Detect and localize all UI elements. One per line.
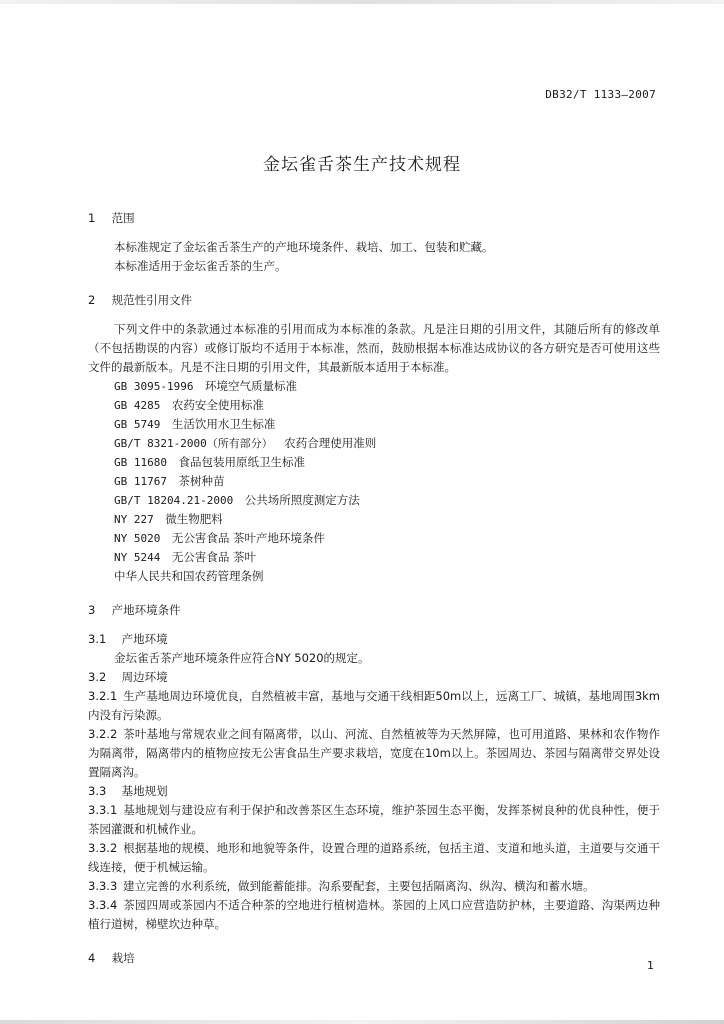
section-3-heading xyxy=(88,600,660,620)
clause-text: 根据基地的规模、地形和地貌等条件，设置合理的道路系统，包括主道、支道和地头道，主道要与交通干线连接，便于机械运输。 xyxy=(88,841,660,874)
reference-item xyxy=(88,377,660,396)
reference-code: GB 11680 xyxy=(114,456,167,469)
reference-name: 无公害食品 茶叶 xyxy=(171,550,257,564)
reference-name: 茶树种苗 xyxy=(178,474,225,488)
clause-text: 建立完善的水利系统，做到能蓄能排。沟系要配套，主要包括隔离沟、纵沟、横沟和蓄水塘。 xyxy=(123,879,595,893)
subsection-number: 3.2 xyxy=(88,670,107,684)
reference-list xyxy=(88,377,660,586)
reference-code: GB 4285 xyxy=(114,399,161,412)
clause-number: 3.2.1 xyxy=(88,689,118,703)
section-1-heading xyxy=(88,208,660,228)
page-number: 1 xyxy=(647,959,654,972)
clause-number: 3.3.4 xyxy=(88,898,118,912)
document-title: 金坛雀舌茶生产技术规程 xyxy=(263,155,461,175)
subsection-number: 3.1 xyxy=(88,632,107,646)
paragraph: 本标准适用于金坛雀舌茶的生产。 xyxy=(114,259,287,273)
clause-text: 茶叶基地与常规农业之间有隔离带，以山、河流、自然植被等为天然屏障，也可用道路、果林和农作物作为隔离带，隔离带内的植物应按无公害食品生产要求栽培，宽度在10m以上。茶园周边、茶园与隔离带交界处设置隔离沟。 xyxy=(88,727,660,779)
section-title: 范围 xyxy=(111,211,135,225)
reference-item xyxy=(88,472,660,491)
section-2-heading xyxy=(88,290,660,310)
reference-name: 微生物肥料 xyxy=(165,512,223,526)
clause-number: 3.3.2 xyxy=(88,841,118,855)
section-title: 规范性引用文件 xyxy=(111,293,193,307)
reference-code: NY 227 xyxy=(114,513,154,526)
reference-item xyxy=(88,434,660,453)
reference-code: GB/T 18204.21-2000 xyxy=(114,494,234,507)
reference-name: 无公害食品 茶叶产地环境条件 xyxy=(171,531,326,545)
reference-code: GB 5749 xyxy=(114,418,161,431)
reference-code: GB/T 8321-2000（所有部分） xyxy=(114,437,273,450)
scan-edge-top xyxy=(0,0,724,4)
reference-name: 公共场所照度测定方法 xyxy=(244,493,360,507)
reference-item xyxy=(88,491,660,510)
clause-number: 3.3.1 xyxy=(88,803,118,817)
scan-edge-bottom xyxy=(0,1020,724,1024)
reference-item xyxy=(88,396,660,415)
section-title: 栽培 xyxy=(111,951,135,965)
clause-number: 3.3.3 xyxy=(88,879,118,893)
clause-list xyxy=(88,687,660,782)
subsection-3-1-heading xyxy=(88,630,660,649)
clause-number: 3.2.2 xyxy=(88,727,118,741)
clause xyxy=(88,725,660,782)
reference-item xyxy=(88,510,660,529)
clause xyxy=(88,877,660,896)
clause xyxy=(88,801,660,839)
clause-list xyxy=(88,801,660,934)
reference-code: GB 11767 xyxy=(114,475,167,488)
reference-name: 环境空气质量标准 xyxy=(204,379,297,393)
paragraph: 本标准规定了金坛雀舌茶生产的产地环境条件、栽培、加工、包装和贮藏。 xyxy=(114,240,494,254)
reference-item xyxy=(88,567,660,586)
document-body xyxy=(88,208,660,968)
subsection-3-3-heading xyxy=(88,782,660,801)
paragraph: 金坛雀舌茶产地环境条件应符合NY 5020的规定。 xyxy=(114,651,370,665)
standard-code: DB32/T 1133—2007 xyxy=(545,88,656,101)
clause-text: 生产基地周边环境优良，自然植被丰富，基地与交通干线相距50m以上，远离工厂、城镇，基地周围3km内没有污染源。 xyxy=(88,689,660,722)
section-4-heading xyxy=(88,948,660,968)
clause xyxy=(88,896,660,934)
reference-name: 生活饮用水卫生标准 xyxy=(171,417,276,431)
subsection-number: 3.3 xyxy=(88,784,107,798)
paragraph: 下列文件中的条款通过本标准的引用而成为本标准的条款。凡是注日期的引用文件，其随后所有的修改单（不包括勘误的内容）或修订版均不适用于本标准，然而，鼓励根据本标准达成协议的各方研究是否可使用这些文件的最新版本。凡是不注日期的引用文件，其最新版本适用于本标准。 xyxy=(88,322,660,374)
reference-name: 中华人民共和国农药管理条例 xyxy=(114,569,264,583)
reference-item xyxy=(88,453,660,472)
subsection-3-2-heading xyxy=(88,668,660,687)
reference-item xyxy=(88,415,660,434)
reference-name: 农药安全使用标准 xyxy=(171,398,264,412)
reference-code: NY 5020 xyxy=(114,532,161,545)
section-number: 3 xyxy=(88,603,96,617)
clause-text: 基地规划与建设应有利于保护和改善茶区生态环境，维护茶园生态平衡，发挥茶树良种的优良种性，便于茶园灌溉和机械作业。 xyxy=(88,803,660,836)
reference-code: NY 5244 xyxy=(114,551,161,564)
subsection-title: 周边环境 xyxy=(121,670,168,684)
reference-item xyxy=(88,529,660,548)
subsection-title: 基地规划 xyxy=(121,784,168,798)
clause xyxy=(88,687,660,725)
reference-code: GB 3095-1996 xyxy=(114,380,194,393)
clause-text: 茶园四周或茶园内不适合种茶的空地进行植树造林。茶园的上风口应营造防护林，主要道路、沟渠两边种植行道树，梯壁坎边种草。 xyxy=(88,898,660,931)
section-title: 产地环境条件 xyxy=(111,603,181,617)
reference-name: 农药合理使用准则 xyxy=(284,436,377,450)
reference-name: 食品包装用原纸卫生标准 xyxy=(178,455,305,469)
section-number: 2 xyxy=(88,293,96,307)
subsection-title: 产地环境 xyxy=(121,632,168,646)
section-number: 4 xyxy=(88,951,96,965)
reference-item xyxy=(88,548,660,567)
clause xyxy=(88,839,660,877)
section-number: 1 xyxy=(88,211,96,225)
